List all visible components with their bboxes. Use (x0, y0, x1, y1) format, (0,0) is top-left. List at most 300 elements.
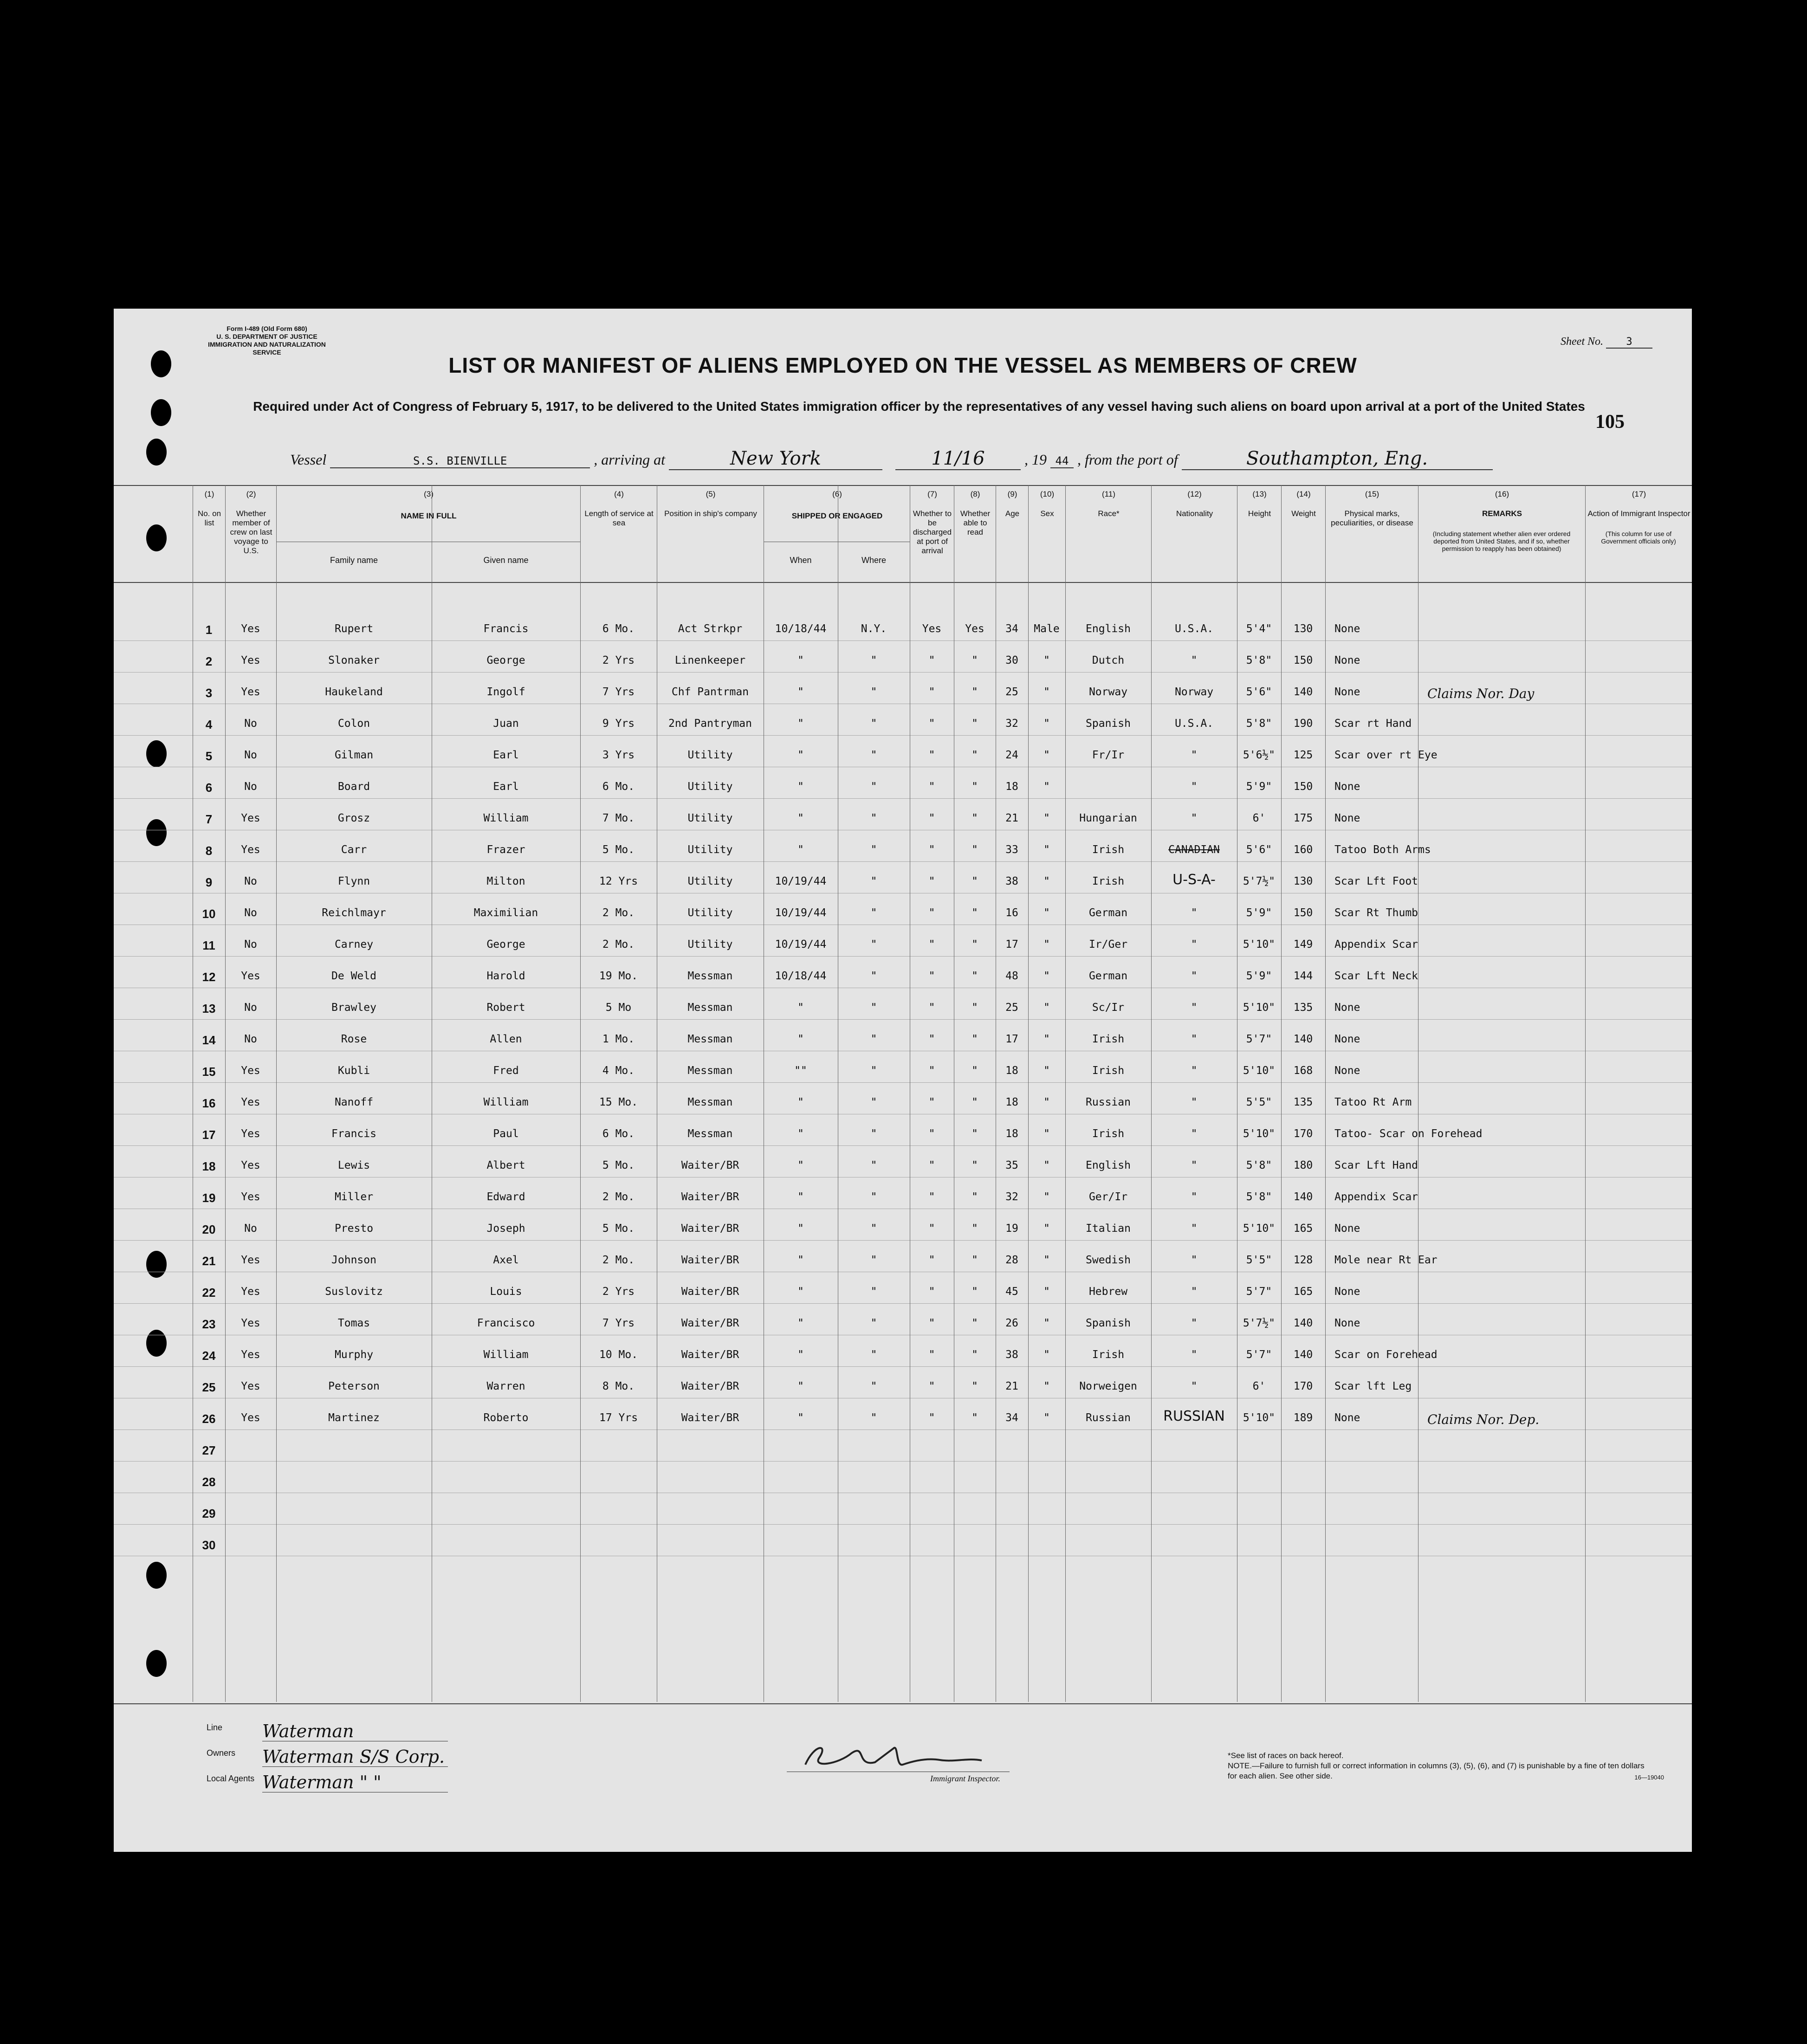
cell-nat: " (1191, 1065, 1198, 1077)
cell-disch: " (928, 1002, 935, 1014)
cell-disch: " (928, 812, 935, 824)
cell-race: Russian (1086, 1096, 1131, 1108)
cell-read: " (972, 844, 978, 856)
cell-height: 5'10" (1243, 1065, 1276, 1077)
cell-height: 5'7" (1246, 1033, 1272, 1045)
header-col-number: (16) (1495, 490, 1509, 498)
table-row (114, 1430, 1692, 1462)
table-row (114, 640, 1692, 673)
cell-weight: 170 (1293, 1128, 1313, 1140)
table-row (114, 735, 1692, 767)
cell-family: Haukeland (325, 686, 383, 698)
cell-weight: 135 (1293, 1096, 1313, 1108)
cell-age: 17 (1005, 938, 1018, 951)
cell-nat: " (1191, 907, 1198, 919)
table-row (114, 798, 1692, 830)
cell-height: 5'7" (1246, 1349, 1272, 1361)
cell-no: 2 (205, 654, 213, 668)
cell-no: 25 (202, 1380, 216, 1394)
cell-nat: " (1191, 1380, 1198, 1392)
cell-when: " (797, 1191, 804, 1203)
header-col-label: Whether member of crew on last voyage to U.S. (230, 509, 272, 555)
cell-race: Spanish (1086, 718, 1131, 730)
cell-when: " (797, 1286, 804, 1298)
cell-race: Hebrew (1088, 1286, 1128, 1298)
cell-nat: CANADIAN (1168, 844, 1220, 856)
cell-race: Spanish (1086, 1317, 1131, 1329)
cell-sex: Male (1034, 623, 1060, 635)
column-rule (276, 485, 277, 1702)
cell-race: Hungarian (1079, 812, 1137, 824)
header-col-8 (954, 486, 996, 582)
cell-marks: None (1334, 781, 1360, 793)
signature-mark (787, 1739, 1010, 1772)
cell-disch: Yes (922, 623, 942, 635)
cell-sex: " (1043, 875, 1050, 887)
cell-read: " (972, 1002, 978, 1014)
cell-race: Russian (1086, 1412, 1131, 1424)
header-col-label: Action of Immigrant Inspector (1587, 509, 1690, 518)
cell-when: " (797, 812, 804, 824)
cell-no: 6 (205, 781, 213, 795)
table-row (114, 925, 1692, 957)
cell-service: 7 Yrs (602, 686, 635, 698)
cell-prev: Yes (241, 970, 260, 982)
cell-prev: Yes (241, 1317, 260, 1329)
cell-read: " (972, 1191, 978, 1203)
header-col-number: (1) (204, 490, 214, 498)
cell-height: 5'8" (1246, 654, 1272, 666)
cell-height: 5'7½" (1243, 1317, 1276, 1329)
header-col-7 (910, 486, 954, 582)
cell-nat: " (1191, 1223, 1198, 1235)
cell-where: " (870, 844, 877, 856)
table-row (114, 767, 1692, 799)
cell-family: Gilman (334, 749, 374, 761)
cell-weight: 160 (1293, 844, 1313, 856)
cell-weight: 144 (1293, 970, 1313, 982)
cell-where: " (870, 1096, 877, 1108)
cell-nat: " (1191, 1159, 1198, 1171)
cell-disch: " (928, 718, 935, 730)
cell-race: Irish (1092, 1065, 1125, 1077)
cell-service: 2 Yrs (602, 1286, 635, 1298)
cell-read: " (972, 1412, 978, 1424)
cell-prev: No (244, 938, 257, 951)
sheet-number (1561, 336, 1652, 349)
cell-nat: " (1191, 812, 1198, 824)
cell-no: 16 (202, 1096, 216, 1110)
cell-no: 13 (202, 1002, 216, 1016)
cell-where: " (870, 1191, 877, 1203)
cell-weight: 135 (1293, 1002, 1313, 1014)
table-row (114, 1209, 1692, 1241)
cell-prev: Yes (241, 686, 260, 698)
cell-position: Chf Pantrman (671, 686, 749, 698)
cell-sex: " (1043, 907, 1050, 919)
cell-race: Irish (1092, 1128, 1125, 1140)
table-row (114, 1493, 1692, 1525)
table-row (114, 1398, 1692, 1430)
cell-race: Ir/Ger (1088, 938, 1128, 951)
cell-no: 15 (202, 1065, 216, 1079)
line-field: Waterman (262, 1721, 448, 1741)
cell-height: 5'6" (1246, 844, 1272, 856)
table-row (114, 609, 1692, 641)
header-col-label: NAME IN FULL (401, 511, 457, 520)
header-col-number: (13) (1252, 490, 1267, 498)
table-row (114, 893, 1692, 925)
cell-when: " (797, 844, 804, 856)
cell-no: 26 (202, 1412, 216, 1426)
cell-no: 21 (202, 1254, 216, 1268)
cell-prev: Yes (241, 1128, 260, 1140)
header-col-label: Age (1005, 509, 1020, 518)
footer-notes (1228, 1751, 1645, 1781)
header-col-label: Nationality (1176, 509, 1213, 518)
cell-race: Sc/Ir (1092, 1002, 1125, 1014)
cell-where: " (870, 1223, 877, 1235)
header-col-number: (2) (246, 490, 256, 498)
cell-marks: None (1334, 623, 1360, 635)
cell-nat: " (1191, 749, 1198, 761)
cell-prev: Yes (241, 812, 260, 824)
cell-height: 5'10" (1243, 1223, 1276, 1235)
table-row (114, 1145, 1692, 1177)
cell-disch: " (928, 1065, 935, 1077)
cell-when: " (797, 1002, 804, 1014)
cell-family: Reichlmayr (322, 907, 386, 919)
header-col-1 (193, 486, 226, 582)
cell-family: Carney (334, 938, 374, 951)
cell-age: 34 (1005, 623, 1018, 635)
owners-field: Waterman S/S Corp. (262, 1747, 448, 1767)
cell-no: 23 (202, 1317, 216, 1331)
cell-given: Earl (493, 781, 519, 793)
cell-sex: " (1043, 844, 1050, 856)
cell-sex: " (1043, 1223, 1050, 1235)
cell-given: Albert (486, 1159, 525, 1171)
cell-when: 10/18/44 (775, 970, 827, 982)
cell-sex: " (1043, 1128, 1050, 1140)
cell-age: 25 (1005, 686, 1018, 698)
cell-read: Yes (965, 623, 984, 635)
cell-marks: Appendix Scar (1334, 938, 1418, 951)
cell-read: " (972, 686, 978, 698)
cell-position: Waiter/BR (681, 1380, 739, 1392)
cell-height: 5'10" (1243, 938, 1276, 951)
cell-when: 10/19/44 (775, 875, 827, 887)
cell-family: Flynn (337, 875, 370, 887)
cell-no: 29 (202, 1507, 216, 1520)
cell-marks: None (1334, 812, 1360, 824)
cell-remarks: Claims Nor. Day (1427, 686, 1535, 701)
table-row (114, 1524, 1692, 1556)
cell-nat: " (1191, 1317, 1198, 1329)
cell-marks: None (1334, 1002, 1360, 1014)
cell-marks: None (1334, 1317, 1360, 1329)
header-col-label: REMARKS (1482, 509, 1522, 518)
cell-age: 26 (1005, 1317, 1018, 1329)
cell-prev: No (244, 907, 257, 919)
cell-service: 9 Yrs (602, 718, 635, 730)
cell-prev: Yes (241, 1159, 260, 1171)
cell-given: Harold (486, 970, 525, 982)
cell-where: " (870, 812, 877, 824)
cell-when: " (797, 718, 804, 730)
table-header (114, 485, 1692, 583)
column-rule (580, 485, 581, 1702)
cell-marks: Appendix Scar (1334, 1191, 1418, 1203)
cell-age: 24 (1005, 749, 1018, 761)
cell-position: 2nd Pantryman (668, 718, 752, 730)
agents-field: Waterman " " (262, 1772, 448, 1792)
cell-read: " (972, 781, 978, 793)
cell-age: 18 (1005, 781, 1018, 793)
header-col-6 (764, 486, 910, 582)
cell-sex: " (1043, 970, 1050, 982)
manifest-sheet (114, 309, 1692, 1852)
cell-height: 5'10" (1243, 1412, 1276, 1424)
cell-nat: " (1191, 970, 1198, 982)
cell-weight: 190 (1293, 718, 1313, 730)
cell-weight: 149 (1293, 938, 1313, 951)
sheet-label: Sheet No. (1561, 336, 1603, 348)
cell-nat: " (1191, 1349, 1198, 1361)
header-col-12 (1151, 486, 1237, 582)
table-row (114, 988, 1692, 1020)
subheader-remarks-note: (Including statement whether alien ever ordered deported from United States, and if so, whether permission to reapply has been obtained) (1432, 530, 1571, 552)
cell-height: 5'6½" (1243, 749, 1276, 761)
year-field: 44 (1050, 454, 1074, 468)
cell-given: William (483, 1349, 529, 1361)
cell-prev: No (244, 1033, 257, 1045)
cell-given: Allen (490, 1033, 522, 1045)
cell-prev: Yes (241, 654, 260, 666)
cell-where: " (870, 1380, 877, 1392)
page-number: 105 (1595, 411, 1625, 433)
cell-position: Messman (687, 1096, 733, 1108)
cell-when: " (797, 1254, 804, 1266)
cell-sex: " (1043, 1033, 1050, 1045)
cell-race: Norway (1088, 686, 1128, 698)
header-col-number: (17) (1632, 490, 1646, 498)
cell-when: " (797, 1412, 804, 1424)
cell-read: " (972, 654, 978, 666)
cell-no: 22 (202, 1286, 216, 1300)
subheader-when: When (790, 556, 812, 565)
inspector-label: Immigrant Inspector. (930, 1774, 1000, 1783)
cell-marks: Tatoo Rt Arm (1334, 1096, 1412, 1108)
cell-disch: " (928, 1096, 935, 1108)
owners-row (207, 1748, 448, 1767)
cell-service: 5 Mo (605, 1002, 632, 1014)
cell-age: 28 (1005, 1254, 1018, 1266)
vessel-label: Vessel (290, 451, 327, 468)
cell-disch: " (928, 907, 935, 919)
cell-race: German (1088, 907, 1128, 919)
cell-age: 35 (1005, 1159, 1018, 1171)
cell-race: Italian (1086, 1223, 1131, 1235)
column-rule (1151, 485, 1152, 1702)
cell-when: " (797, 1223, 804, 1235)
cell-when: " (797, 1380, 804, 1392)
cell-age: 32 (1005, 1191, 1018, 1203)
cell-family: Nanoff (334, 1096, 374, 1108)
cell-disch: " (928, 1128, 935, 1140)
cell-disch: " (928, 1223, 935, 1235)
cell-prev: Yes (241, 1349, 260, 1361)
cell-where: " (870, 1128, 877, 1140)
header-col-label: Position in ship's company (664, 509, 757, 518)
cell-read: " (972, 1033, 978, 1045)
cell-no: 27 (202, 1443, 216, 1457)
cell-prev: No (244, 875, 257, 887)
cell-read: " (972, 1317, 978, 1329)
cell-read: " (972, 1254, 978, 1266)
cell-nat: " (1191, 654, 1198, 666)
page-subtitle: Required under Act of Congress of February 5, 1917, to be delivered to the United States immigration officer by the representatives of any vessel having such aliens on board upon arrival at a port of the United States (253, 399, 1585, 414)
cell-where: " (870, 875, 877, 887)
cell-nat: " (1191, 781, 1198, 793)
cell-height: 5'9" (1246, 907, 1272, 919)
cell-height: 5'10" (1243, 1128, 1276, 1140)
header-col-label: Sex (1040, 509, 1054, 518)
cell-sex: " (1043, 938, 1050, 951)
cell-weight: 140 (1293, 1349, 1313, 1361)
cell-marks: Scar on Forehead (1334, 1349, 1438, 1361)
table-row (114, 1082, 1692, 1114)
table-row (114, 1366, 1692, 1398)
header-col-9 (996, 486, 1029, 582)
header-col-number: (15) (1365, 490, 1380, 498)
cell-height: 5'5" (1246, 1254, 1272, 1266)
cell-disch: " (928, 781, 935, 793)
cell-when: " (797, 1159, 804, 1171)
owners-label: Owners (207, 1748, 236, 1758)
cell-sex: " (1043, 1159, 1050, 1171)
table-row (114, 672, 1692, 704)
cell-age: 18 (1005, 1128, 1018, 1140)
cell-prev: Yes (241, 1254, 260, 1266)
cell-height: 5'8" (1246, 718, 1272, 730)
table-row (114, 1335, 1692, 1367)
cell-weight: 130 (1293, 875, 1313, 887)
cell-prev: No (244, 749, 257, 761)
cell-read: " (972, 1349, 978, 1361)
cell-family: Kubli (337, 1065, 370, 1077)
cell-disch: " (928, 654, 935, 666)
cell-where: " (870, 970, 877, 982)
cell-weight: 140 (1293, 1191, 1313, 1203)
cell-position: Utility (687, 875, 733, 887)
cell-read: " (972, 875, 978, 887)
cell-marks: None (1334, 1286, 1360, 1298)
cell-given: Paul (493, 1128, 519, 1140)
cell-age: 18 (1005, 1065, 1018, 1077)
cell-no: 10 (202, 907, 216, 921)
cell-disch: " (928, 1317, 935, 1329)
cell-age: 25 (1005, 1002, 1018, 1014)
table-row (114, 956, 1692, 988)
cell-read: " (972, 1128, 978, 1140)
header-col-label: SHIPPED OR ENGAGED (791, 511, 883, 520)
cell-nat: U.S.A. (1174, 718, 1214, 730)
cell-height: 5'7" (1246, 1286, 1272, 1298)
cell-prev: Yes (241, 623, 260, 635)
cell-where: " (870, 1033, 877, 1045)
cell-service: 5 Mo. (602, 1223, 635, 1235)
cell-given: Frazer (486, 844, 525, 856)
cell-marks: None (1334, 1223, 1360, 1235)
cell-no: 18 (202, 1159, 216, 1173)
cell-height: 5'9" (1246, 970, 1272, 982)
cell-no: 24 (202, 1349, 216, 1363)
header-col-number: (4) (614, 490, 624, 498)
cell-service: 7 Yrs (602, 1317, 635, 1329)
cell-nat: " (1191, 938, 1198, 951)
cell-marks: None (1334, 1033, 1360, 1045)
cell-sex: " (1043, 1065, 1050, 1077)
cell-service: 3 Yrs (602, 749, 635, 761)
cell-family: Rupert (334, 623, 374, 635)
cell-marks: Scar Rt Thumb (1334, 907, 1418, 919)
cell-race: Ger/Ir (1088, 1191, 1128, 1203)
header-col-number: (3) (424, 490, 434, 498)
cell-position: Waiter/BR (681, 1191, 739, 1203)
cell-weight: 165 (1293, 1223, 1313, 1235)
vessel-field: S.S. BIENVILLE (330, 454, 590, 468)
cell-sex: " (1043, 1286, 1050, 1298)
cell-service: 17 Yrs (599, 1412, 638, 1424)
header-col-number: (7) (927, 490, 937, 498)
cell-marks: Scar over rt Eye (1334, 749, 1438, 761)
cell-read: " (972, 1223, 978, 1235)
cell-height: 5'7½" (1243, 875, 1276, 887)
cell-height: 5'6" (1246, 686, 1272, 698)
cell-read: " (972, 718, 978, 730)
cell-marks: None (1334, 1065, 1360, 1077)
cell-family: Lewis (337, 1159, 370, 1171)
header-col-number: (11) (1102, 490, 1115, 498)
cell-family: Rose (341, 1033, 367, 1045)
cell-race: Irish (1092, 875, 1125, 887)
cell-age: 34 (1005, 1412, 1018, 1424)
cell-no: 3 (205, 686, 213, 700)
cell-age: 17 (1005, 1033, 1018, 1045)
cell-age: 21 (1005, 1380, 1018, 1392)
cell-position: Utility (687, 844, 733, 856)
cell-service: 6 Mo. (602, 781, 635, 793)
cell-marks: None (1334, 686, 1360, 698)
year-label: , 19 (1024, 451, 1047, 468)
cell-remarks: Claims Nor. Dep. (1427, 1412, 1540, 1427)
cell-family: Presto (334, 1223, 374, 1235)
cell-no: 19 (202, 1191, 216, 1205)
cell-weight: 189 (1293, 1412, 1313, 1424)
cell-position: Waiter/BR (681, 1317, 739, 1329)
cell-no: 14 (202, 1033, 216, 1047)
cell-position: Waiter/BR (681, 1349, 739, 1361)
cell-prev: No (244, 718, 257, 730)
cell-given: Juan (493, 718, 519, 730)
cell-marks: None (1334, 654, 1360, 666)
cell-position: Messman (687, 1033, 733, 1045)
header-col-2 (225, 486, 277, 582)
cell-height: 6' (1252, 1380, 1266, 1392)
cell-sex: " (1043, 1412, 1050, 1424)
cell-weight: 150 (1293, 654, 1313, 666)
